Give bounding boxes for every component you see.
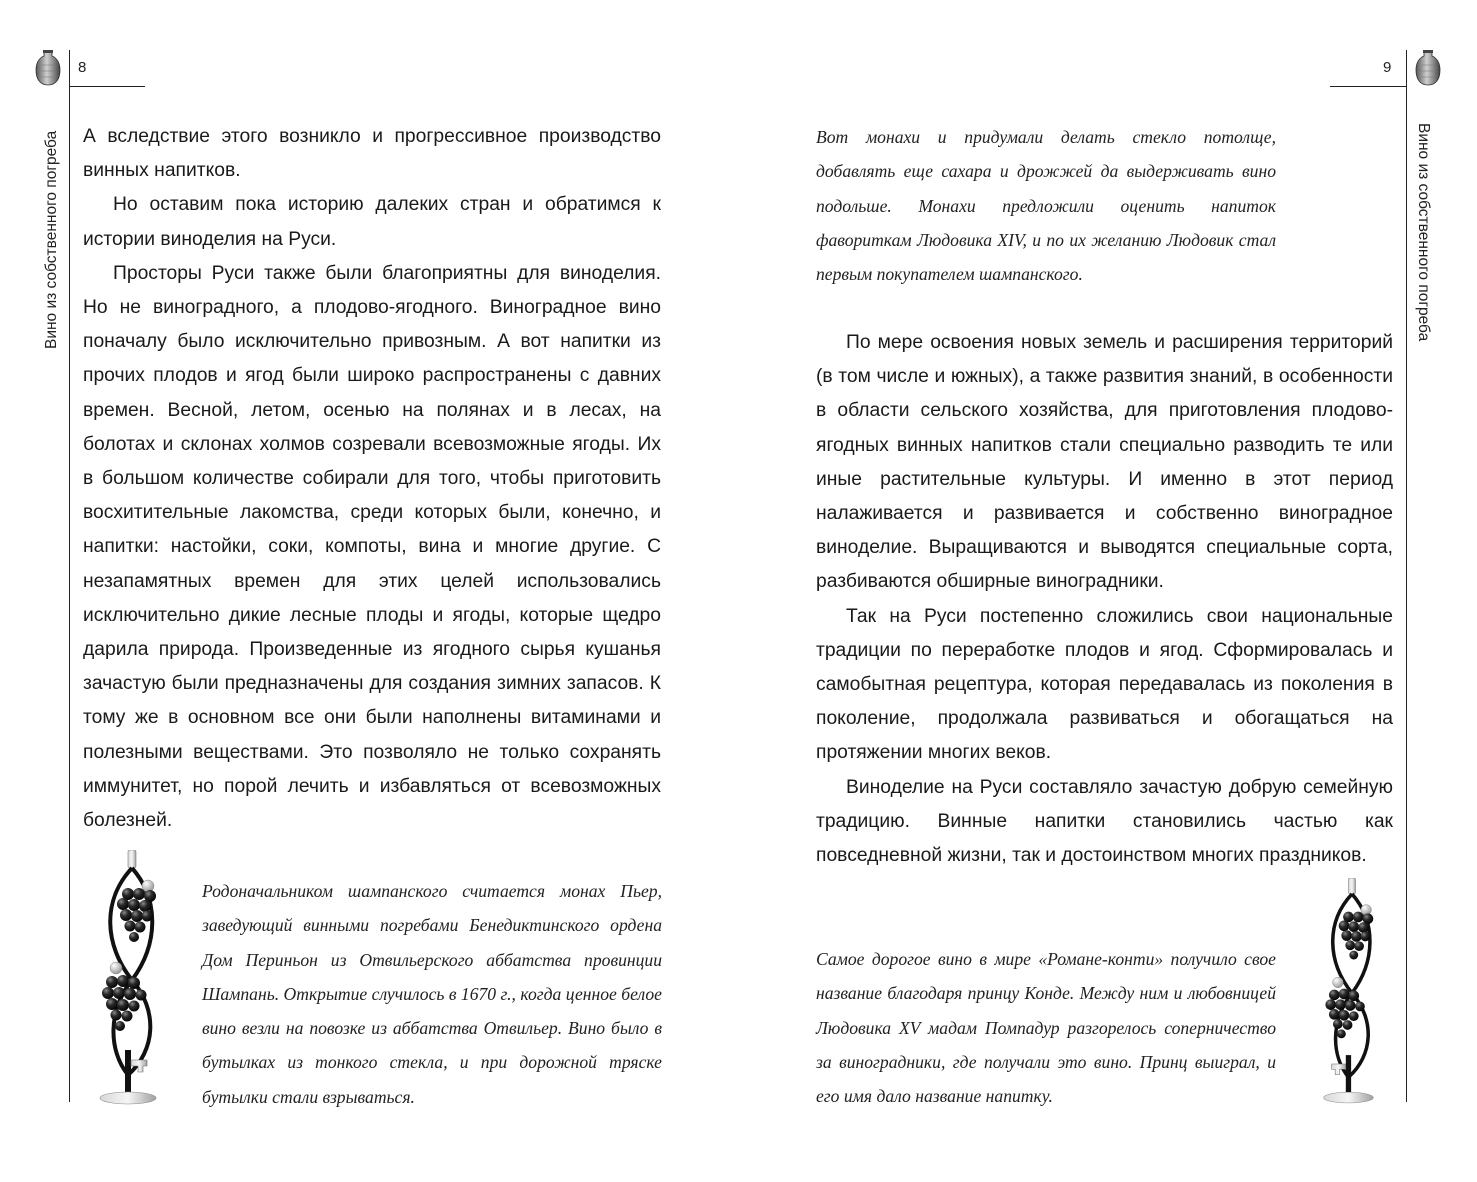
right-page [738, 0, 1477, 1182]
note-text: Родоначальником шампанского считается монах Пьер, заведующий винными погребами Бенедиктинского ордена Дом Периньон из Отвильерского аббатства провинции Шампань. Открытие случилось в 1670 г., когда ценное белое вино везли на повозке из аббатства Отвильер. Вино было в бутылках из тонкого стекла, и при дорожной тряске бутылки стали взрываться. [202, 881, 662, 1107]
left-header-vertical-rule [69, 50, 70, 1102]
page-number: 8 [78, 59, 87, 76]
margin-note-top [816, 120, 1276, 291]
right-header-vertical-rule [1406, 50, 1407, 1102]
right-header-horizontal-rule [1330, 86, 1406, 87]
grape-vine-illustration [1318, 878, 1386, 1110]
paragraph: А вследствие этого возникло и прогрессивное производство винных напитков. [83, 126, 661, 182]
jug-icon [34, 49, 62, 87]
note-text: Самое дорогое вино в мире «Романе-конти» получило свое название благодаря принцу Конде. Между ним и любовницей Людовика XV мадам Помпадур разгорелось соперничество за виноградники, где получали это вино. Принц выиграл, и его имя дало название напитку. [816, 949, 1276, 1107]
paragraph: Но оставим пока историю далеких стран и обратимся к истории виноделия на Руси. [83, 194, 661, 250]
paragraph: Просторы Руси также были благоприятны для виноделия. Но не виноградного, а плодово-ягодного. Виноградное вино поначалу было исключительно привозным. А вот напитки из прочих плодов и ягод были широко распространены с давних времен. Весной, летом, осенью на полянах и в лесах, на болотах и склонах холмов созревали всевозможные ягоды. Их в большом количестве собирали для того, чтобы приготовить восхитительные лакомства, среди которых были, конечно, и напитки: настойки, соки, компоты, вина и многие другие. С незапамятных времен для этих целей использовались исключительно дикие лесные плоды и ягоды, которые щедро дарила природа. Произведенные из ягодного сырья кушанья зачастую были предназначены для создания зимних запасов. К тому же в основном все они были наполнены витаминами и полезными веществами. Это позволяло не только сохранять иммунитет, но порой лечить и избавляться от всевозможных болезней. [83, 262, 661, 832]
jug-icon [1414, 49, 1442, 87]
left-header-horizontal-rule [69, 86, 145, 87]
body-text [816, 326, 1393, 873]
running-title: Вино из собственного погреба [1415, 123, 1432, 342]
paragraph: Так на Руси постепенно сложились свои национальные традиции по переработке плодов и ягод. Сформировалась и самобытная рецептура, которая передавалась из поколения в поколение, продолжала развиваться и обогащаться на протяжении многих веков. [816, 605, 1393, 764]
paragraph: По мере освоения новых земель и расширения территорий (в том числе и южных), а также развития знаний, в особенности в области сельского хозяйства, для приготовления плодово-ягодных винных напитков стали специально разводить те или иные растительные культуры. И именно в этот период налаживается и развивается и собственно виноградное виноделие. Выращиваются и выводятся специальные сорта, разбиваются обширные виноградники. [816, 332, 1393, 593]
margin-note-bottom [816, 942, 1276, 1113]
grape-vine-illustration [98, 850, 166, 1112]
paragraph: Виноделие на Руси составляло зачастую добрую семейную традицию. Винные напитки становились частью как повседневной жизни, так и достоинством многих праздников. [816, 776, 1393, 867]
note-text: Вот монахи и придумали делать стекло потолще, добавлять еще сахара и дрожжей да выдерживать вино подольше. Монахи предложили оценить напиток фавориткам Людовика XIV, и по их желанию Людовик стал первым покупателем шампанского. [816, 127, 1276, 285]
left-page [0, 0, 738, 1182]
page-number: 9 [1383, 59, 1392, 76]
margin-note [202, 874, 662, 1114]
body-text [83, 120, 661, 838]
running-title: Вино из собственного погреба [43, 130, 60, 349]
